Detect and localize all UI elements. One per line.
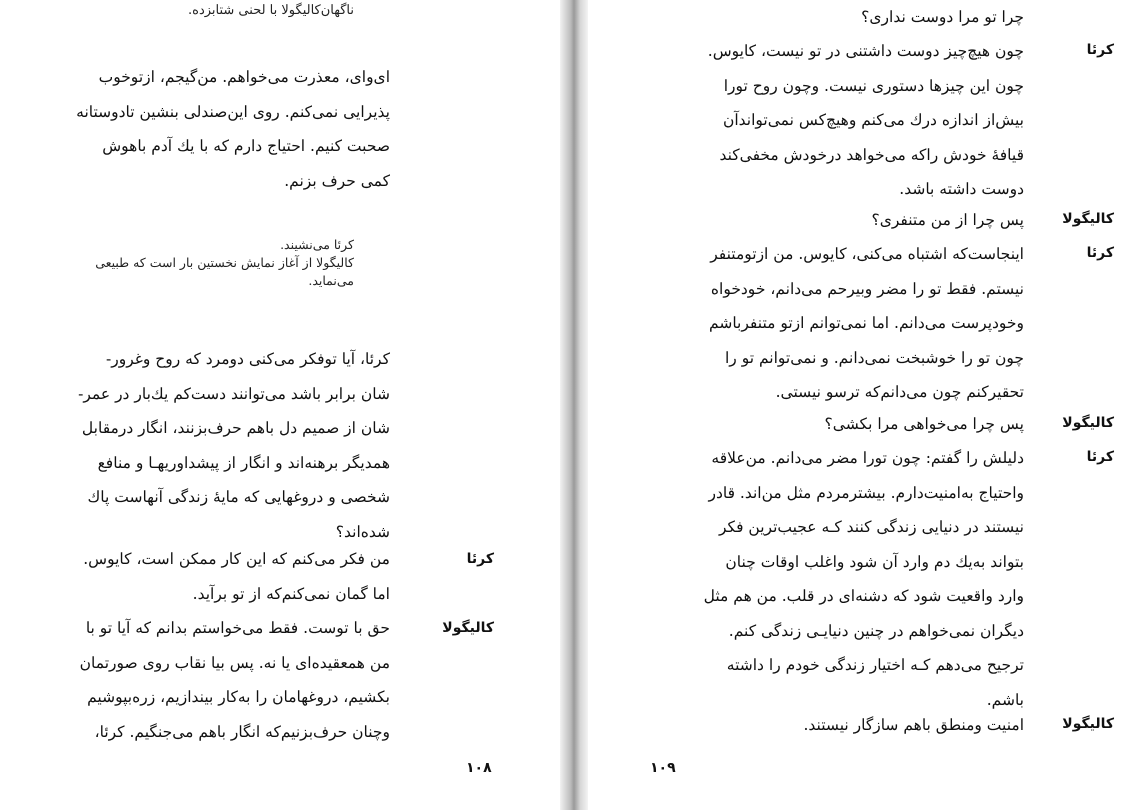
stage-line: کرئا می‌نشیند. (280, 237, 354, 252)
text-line: همدیگر برهنه‌اند و انگار از پیشداوریهـا و منافع (97, 453, 390, 472)
text-line: باشم. (986, 690, 1024, 709)
text-line: بتواند به‌یك دم وارد آن شود واغلب اوقات چنان (725, 552, 1024, 571)
caligula-question (664, 0, 1024, 35)
page-number: ۱۰۹ (650, 760, 676, 776)
speaker-cherea: کرئا (1086, 449, 1114, 465)
text-line: ترجیح می‌دهم کـه اختیار زندگی خودم را داشته (726, 656, 1024, 674)
text-line: بکشیم، دروغهامان را به‌کار بیندازیم، زره‌بپوشیم (87, 688, 390, 706)
page-number: ۱۰۸ (466, 760, 492, 776)
text-line: پس چرا از من متنفری؟ (871, 211, 1024, 229)
text-line: چرا تو مرا دوست نداری؟ (861, 8, 1024, 26)
book-gutter (560, 0, 588, 810)
caligula-speech-1 (664, 203, 1024, 238)
speaker-cherea: کرئا (1086, 245, 1114, 261)
cherea-speech-2 (664, 237, 1024, 410)
text-line: اینجاست‌که اشتباه می‌کنی، کایوس. من ازتومتنفر (710, 245, 1024, 263)
text-line: چون این چیزها دستوری نیست. وچون روح تورا (723, 76, 1024, 95)
text-line: وچنان حرف‌بزنیم‌که انگار باهم می‌جنگیم. کرئا، (94, 722, 390, 741)
caligula-speech-2 (664, 407, 1024, 442)
text-line: قیافهٔ خودش راکه می‌خواهد درخودش مخفی‌کند (719, 145, 1024, 164)
text-line: دوست داشته باشد. (899, 180, 1024, 198)
caligula-monologue-1 (45, 60, 390, 198)
speaker-cherea: کرئا (1086, 42, 1114, 58)
text-line: بیش‌از اندازه درك می‌کنم وهیچ‌کس نمی‌تواندآن (722, 111, 1024, 129)
text-line: دلیلش را گفتم: چون تورا مضر می‌دانم. من‌علاقه (711, 449, 1024, 467)
text-line: واحتیاج به‌امنیت‌دارم. بیشترمردم مثل من‌اند. قادر (708, 483, 1024, 502)
cherea-speech-1 (664, 34, 1024, 207)
text-line: اما گمان نمی‌کنم‌که از تو برآید. (192, 584, 390, 603)
caligula-speech-3 (664, 708, 1024, 743)
text-line: صحبت کنیم. احتیاج دارم که با یك آدم باهوش (102, 137, 390, 155)
text-line: من فکر می‌کنم که این کار ممکن است، کایوس. (83, 550, 390, 568)
text-line: دیگران نمی‌خواهم در چنین دنیایـی زندگی کنم. (728, 621, 1024, 640)
text-line: چون تو را خوشبخت نمی‌دانم. و نمی‌توانم تو را (725, 348, 1024, 367)
page-109 (588, 0, 1134, 810)
text-line: امنیت ومنطق باهم سازگار نیستند. (803, 716, 1024, 734)
page-108 (0, 0, 560, 810)
stage-direction-middle (44, 236, 354, 290)
text-line: تحقیرکنم چون می‌دانم‌که ترسو نیستی. (775, 383, 1024, 401)
caligula-monologue-2 (45, 342, 390, 549)
text-line: چون هیچ‌چیز دوست داشتنی در تو نیست، کایوس. (707, 42, 1024, 60)
text-line: شان برابر باشد می‌توانند دست‌کم یك‌بار در عمر- (78, 384, 390, 403)
stage-line: می‌نماید. (308, 273, 354, 288)
text-line: نیستند در دنیایی زندگی کنند کـه عجیب‌ترین فکر (718, 518, 1024, 536)
text-line: پذیرایی نمی‌کنم. روی این‌صندلی بنشین تادوستانه (76, 102, 390, 121)
text-line: کمی حرف بزنم. (284, 171, 390, 190)
text-line: شان از صمیم دل باهم حرف‌بزنند، انگار درمقابل (81, 419, 390, 437)
text-line: وارد واقعیت شود که دشنه‌ای در قلب. من هم مثل (703, 587, 1024, 605)
text-line: کرئا، آیا توفکر می‌کنی دومرد که روح وغرور- (105, 350, 390, 368)
cherea-speech (45, 542, 390, 611)
speaker-caligula: کالیگولا (1062, 415, 1114, 431)
text-line: حق با توست. فقط می‌خواستم بدانم که آیا تو با (85, 619, 390, 637)
text-line: نیستم. فقط تو را مضر وبیرحم می‌دانم، خودخواه (710, 279, 1024, 298)
speaker-caligula: کالیگولا (1062, 211, 1114, 227)
cherea-speech-3 (664, 441, 1024, 717)
text-line: ای‌وای، معذرت می‌خواهم. من‌گیجم، ازتوخوب (98, 68, 390, 86)
text-line: شده‌اند؟ (335, 522, 390, 541)
speaker-caligula: کالیگولا (442, 620, 494, 636)
text-line: پس چرا می‌خواهی مرا بکشی؟ (824, 415, 1024, 433)
caligula-speech (45, 611, 390, 749)
stage-direction-top (54, 2, 354, 20)
stage-line: ناگهان‌کالیگولا با لحنی شتابزده. (188, 3, 354, 18)
text-line: وخودپرست می‌دانم. اما نمی‌توانم ازتو متنفرباشم (709, 314, 1024, 332)
speaker-caligula: کالیگولا (1062, 716, 1114, 732)
text-line: شخصی و دروغهایی که مایهٔ زندگی آنهاست پاك (87, 488, 390, 506)
text-line: من همعقیده‌ای یا نه. پس بیا نقاب روی صورتمان (79, 653, 390, 672)
stage-line: کالیگولا از آغاز نمایش نخستین بار است که طبیعی (95, 255, 354, 270)
speaker-cherea: کرئا (466, 551, 494, 567)
